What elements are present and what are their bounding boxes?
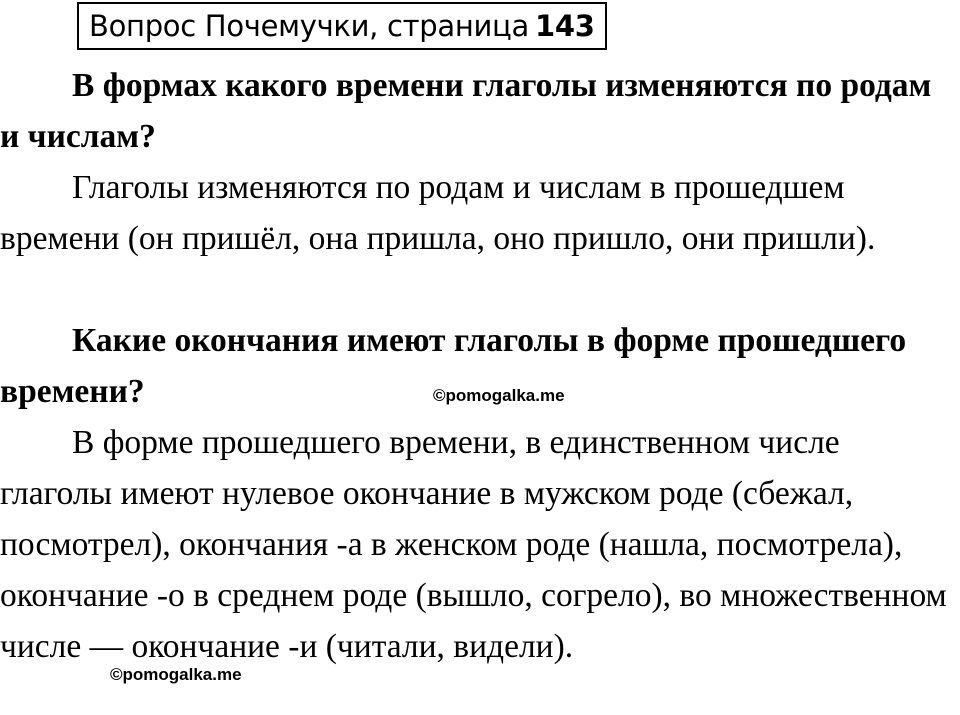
header-page-number: 143	[534, 9, 595, 43]
question-1-text: В формах какого времени глаголы изменяются по родам и числам?	[0, 67, 932, 155]
answer-1-text: Глаголы изменяются по родам и числам в прошедшем времени (он пришёл, она пришла, оно пришло, они пришли).	[0, 169, 876, 257]
question-1	[0, 60, 958, 162]
watermark: ©pomogalka.me	[433, 386, 565, 405]
page-header-box	[77, 2, 607, 50]
watermark: ©pomogalka.me	[110, 665, 242, 684]
answer-2-text: В форме прошедшего времени, в единственном числе глаголы имеют нулевое окончание в мужском роде (сбежал, посмотрел), окончания -а в женском роде (нашла, посмотрела), окончание -о в среднем роде (вышло, согрело), во множественном числе — окончание -и (читали, видели).	[0, 424, 947, 665]
answer-1	[0, 162, 958, 264]
answer-2	[0, 417, 958, 672]
question-2-text: Какие окончания имеют глаголы в форме прошедшего времени?	[0, 322, 907, 410]
header-title: Вопрос Почемучки, страница	[89, 9, 529, 43]
